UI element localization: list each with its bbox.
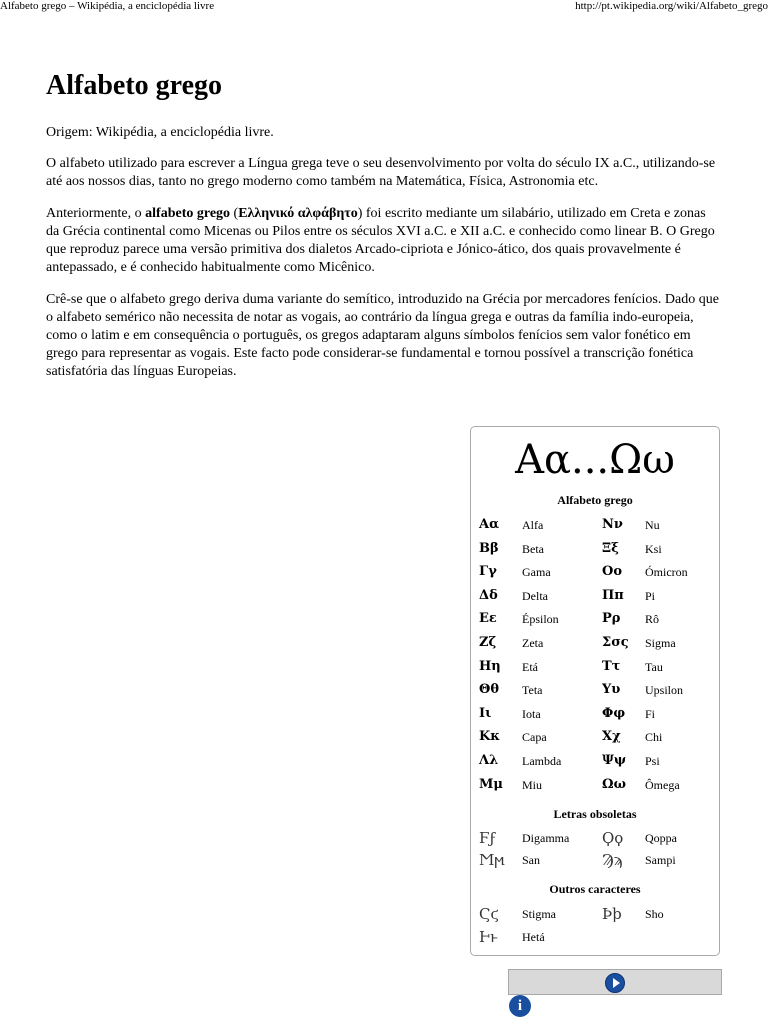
letter-name: Ômega <box>645 777 680 792</box>
letter-glyph: Σσς <box>602 635 629 650</box>
letter-name: Teta <box>522 683 543 698</box>
letter-name: Fi <box>645 706 656 721</box>
letter-glyph: Οο <box>602 564 622 580</box>
letter-glyph: Μμ <box>479 776 503 792</box>
letter-name: Psi <box>645 754 660 768</box>
paragraph-origin: Crê-se que o alfabeto grego deriva duma variante do semítico, introduzido na Grécia por mercadores fenícios. Dado que o alfabeto semérico não necessita de notar as vogais, ao contrário da língua grega e outras da família indo-europeia, como o latim e em consequência o português, os gregos adaptaram alguns símbolos fenícios sem valor fonético em grego para representar as vogais. Este facto pode considerar-se fundamental e tornou possível a transcrição fonética satisfatória das línguas Europeias. <box>46 292 719 379</box>
letter-name: Pi <box>645 588 656 603</box>
letter-glyph: Υυ <box>602 682 621 698</box>
letter-glyph: Δδ <box>479 587 498 603</box>
letter-name: Alfa <box>522 518 544 532</box>
letter-name: Tau <box>645 659 663 674</box>
letter-name: Chi <box>645 730 663 745</box>
letter-glyph: Ϡϡ <box>602 851 623 869</box>
letter-glyph: Γγ <box>479 564 497 580</box>
letter-name: Ómicron <box>645 565 688 580</box>
play-icon[interactable] <box>605 973 625 993</box>
letter-glyph: Ξξ <box>602 540 619 556</box>
letter-glyph: Ϙϙ <box>602 829 624 847</box>
letter-name: Épsilon <box>522 612 559 627</box>
letter-glyph: Αα <box>479 517 500 532</box>
letter-glyph: Θθ <box>479 682 499 698</box>
media-player-bar[interactable] <box>508 969 722 995</box>
letter-glyph: Ππ <box>602 587 624 603</box>
letter-glyph: Ϛϛ <box>479 905 499 923</box>
letter-glyph: Ωω <box>602 776 626 792</box>
letter-glyph: Ϝϝ <box>479 829 497 847</box>
letter-name: Rô <box>645 612 660 627</box>
greek-term: Ελληνικό αλφάβητο <box>238 206 358 221</box>
paragraph-history-rest: ) foi escrito mediante um silabário, utilizado em Creta e zonas da Grécia continental como Micenas ou Pilos entre os séculos XVI a.C. e XII a.C. e conhecido como linear B. O Grego que reproduz parece uma versão primitiva dos dialetos Arcado-cipriota e Jónico-ático, dos quais provavelmente é antepassado, e é conhecido habitualmente como Micênico. <box>46 206 715 275</box>
page-title: Alfabeto grego <box>46 70 222 101</box>
letter-glyph: Φφ <box>602 705 626 721</box>
letter-name: Digamma <box>522 831 570 845</box>
letter-glyph: Ͱͱ <box>479 928 499 946</box>
letter-name: Sigma <box>645 636 676 650</box>
letter-glyph: Ττ <box>602 658 621 674</box>
letter-name: Upsilon <box>645 683 684 698</box>
bold-term: alfabeto grego <box>145 206 231 221</box>
letter-name: Iota <box>522 706 541 721</box>
other-chars-title: Outros caracteres <box>549 882 641 896</box>
letter-name: Sho <box>645 907 664 921</box>
letter-name: Gama <box>522 565 551 580</box>
letter-name: Etá <box>522 659 538 674</box>
letter-name: Miu <box>522 777 543 792</box>
letter-glyph: Χχ <box>602 729 621 745</box>
infobox-title: Alfabeto grego <box>557 493 633 507</box>
letter-name: Sampi <box>645 853 676 867</box>
letter-glyph: Ιι <box>479 705 492 721</box>
letter-glyph: Ϸϸ <box>602 905 622 923</box>
letter-glyph: Ζζ <box>479 635 497 650</box>
info-icon[interactable]: i <box>509 995 531 1017</box>
letter-glyph: Λλ <box>479 753 499 768</box>
letter-glyph: Κκ <box>479 729 501 745</box>
letter-glyph: Ηη <box>479 658 501 674</box>
letter-glyph: Ββ <box>479 540 499 556</box>
letter-glyph: Ρρ <box>602 611 621 627</box>
letter-name: San <box>522 853 540 867</box>
paragraph-history <box>46 205 722 277</box>
letter-name: Hetá <box>522 930 545 944</box>
letter-glyph: Νν <box>602 517 623 532</box>
letter-name: Zeta <box>522 636 544 650</box>
print-page-title: Alfabeto grego – Wikipédia, a enciclopédia livre <box>0 0 215 12</box>
letter-name: Delta <box>522 588 548 603</box>
article-content <box>46 68 722 381</box>
letter-name: Beta <box>522 541 544 556</box>
letter-name: Qoppa <box>645 831 677 845</box>
letter-name: Stigma <box>522 907 557 921</box>
letter-glyph: Ψψ <box>602 753 627 768</box>
infobox <box>470 426 720 956</box>
paren-open: ( <box>230 206 239 221</box>
origin-line: Origem: Wikipédia, a enciclopédia livre. <box>46 125 274 140</box>
paragraph-intro: O alfabeto utilizado para escrever a Língua grega teve o seu desenvolvimento por volta do século IX a.C., utilizando-se até aos nossos dias, tanto no grego moderno como também na Matemática, Física, Astronomia etc. <box>46 156 716 189</box>
print-page-url: http://pt.wikipedia.org/wiki/Alfabeto_grego <box>575 0 768 12</box>
letter-glyph: Ϻϻ <box>479 851 505 869</box>
letter-glyph: Εε <box>479 611 497 627</box>
obsolete-title: Letras obsoletas <box>553 807 637 821</box>
infobox-display-letters: Αα...Ωω <box>515 437 675 483</box>
letter-name: Nu <box>645 518 660 532</box>
paragraph-history-lead: Anteriormente, o <box>46 206 146 221</box>
print-header <box>0 0 768 14</box>
letter-name: Lambda <box>522 754 562 768</box>
letter-name: Capa <box>522 730 547 745</box>
letter-name: Ksi <box>645 541 662 556</box>
